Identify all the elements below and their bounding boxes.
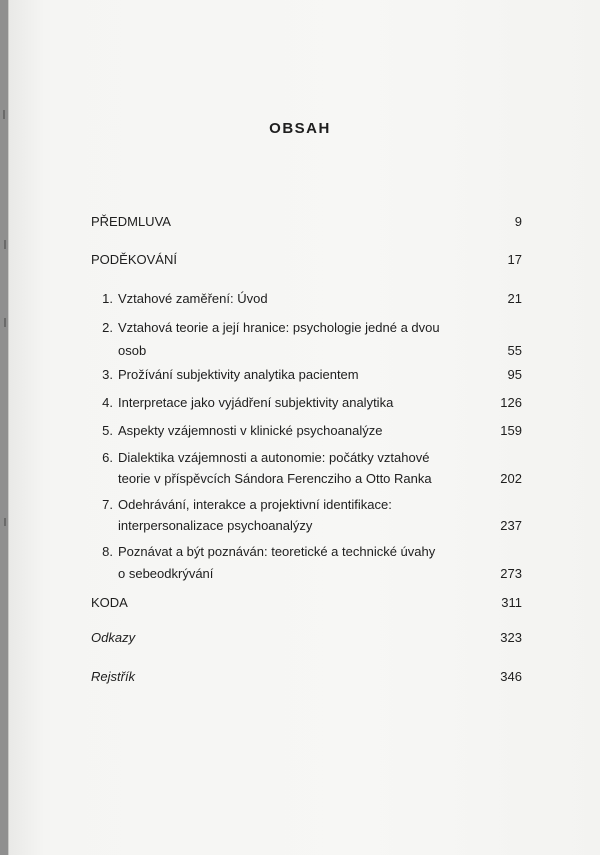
toc-page-number: 311 <box>501 595 522 610</box>
scan-mark <box>3 110 5 119</box>
toc-label-line-2: interpersonalizace psychoanalýzy <box>118 518 313 533</box>
chapter-number: 2. <box>102 320 113 335</box>
toc-label: Interpretace jako vyjádření subjektivity analytika <box>118 395 394 410</box>
scan-mark <box>4 240 6 249</box>
toc-page-number: 237 <box>500 518 522 533</box>
chapter-number: 6. <box>102 450 113 465</box>
toc-page-number: 202 <box>500 471 522 486</box>
chapter-number: 7. <box>102 497 113 512</box>
toc-label: Aspekty vzájemnosti v klinické psychoanalýze <box>118 423 383 438</box>
toc-label: Odkazy <box>91 630 136 645</box>
toc-label: Prožívání subjektivity analytika pacientem <box>118 367 359 382</box>
toc-label: PODĚKOVÁNÍ <box>91 252 177 267</box>
toc-label-line-2: teorie v příspěvcích Sándora Ferencziho a Otto Ranka <box>118 471 432 486</box>
toc-label-line-2: osob <box>118 343 147 358</box>
toc-page-number: 273 <box>500 566 522 581</box>
toc-label: Dialektika vzájemnosti a autonomie: počátky vztahové <box>118 450 430 465</box>
toc-label-line-2: o sebeodkrývání <box>118 566 214 581</box>
toc-label: KODA <box>91 595 128 610</box>
toc-page-number: 21 <box>507 291 522 306</box>
toc-page-number: 9 <box>514 214 522 229</box>
toc-page-number: 126 <box>500 395 522 410</box>
toc-label: PŘEDMLUVA <box>91 214 171 229</box>
toc-page-number: 55 <box>507 343 522 358</box>
toc-page-number: 17 <box>507 252 522 267</box>
toc-label: Vztahová teorie a její hranice: psychologie jedné a dvou <box>118 320 440 335</box>
toc-label: Poznávat a být poznáván: teoretické a technické úvahy <box>118 544 436 559</box>
page-title: OBSAH <box>269 120 331 137</box>
toc-page-number: 95 <box>507 367 522 382</box>
toc-label: Odehrávání, interakce a projektivní identifikace: <box>118 497 392 512</box>
toc-page-number: 159 <box>500 423 522 438</box>
toc-label: Rejstřík <box>91 669 136 684</box>
chapter-number: 8. <box>102 544 113 559</box>
toc-label: Vztahové zaměření: Úvod <box>118 291 268 306</box>
chapter-number: 5. <box>102 423 113 438</box>
scan-mark <box>4 518 6 526</box>
scan-mark <box>4 318 6 327</box>
chapter-number: 3. <box>102 367 113 382</box>
toc-page-number: 323 <box>500 630 522 645</box>
toc-page-number: 346 <box>500 669 522 684</box>
chapter-number: 4. <box>102 395 113 410</box>
chapter-number: 1. <box>102 291 113 306</box>
